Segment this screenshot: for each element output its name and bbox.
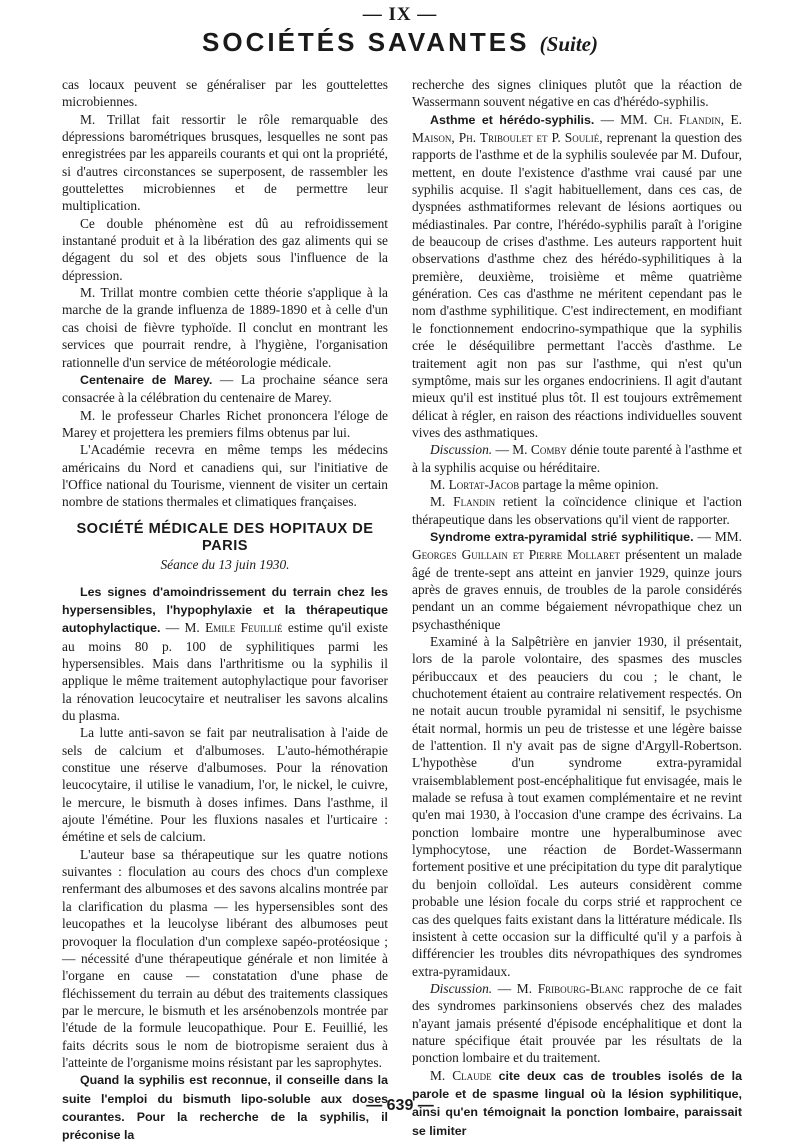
prefix: M. — [430, 494, 454, 510]
discussion-label: Discussion. — [430, 980, 493, 996]
page-number: — 639 — — [366, 1097, 434, 1114]
dash: — MM. — [693, 528, 742, 544]
syndrome-paragraph — [412, 528, 742, 633]
asthme-authors: Ch. Flandin, E. Maison, Ph. Triboulet et P. Soulié — [412, 111, 742, 146]
discussion-text: dénie toute parenté à l'asthme et à la syphilis acquise ou héréditaire. — [412, 442, 742, 475]
paragraph: M. Trillat montre combien cette théorie s'applique à la marche de la grande influenza de 1889-1890 et à celle d'un cas choisi de fièvre typhoïde. Il conclut en montrant les services que pourrait rendre, à l'hygiène, l'organisation rationnelle d'un service de météorologie médicale. — [62, 285, 388, 370]
discussion-label: Discussion. — [430, 442, 493, 458]
asthme-title: Asthme et hérédo-syphilis. — [430, 112, 595, 127]
centenaire-paragraph — [62, 371, 388, 407]
centenaire-text: — La prochaine séance sera consacrée à la célébration du centenaire de Marey. — [62, 371, 388, 406]
dash: — M. — [492, 980, 538, 996]
author-fribourg-blanc: Fribourg-Blanc — [537, 980, 624, 996]
quand-text: Pour la recherche de la syphilis, il préconise la — [62, 1109, 388, 1143]
dash: — M. — [492, 442, 531, 458]
paragraph: L'Académie recevra en même temps les médecins américains du Nord et canadiens qui, sur l'initiative de l'Office national du Tourisme, viennent de visiter un certain nombre de stations thermales et climatiques françaises. — [62, 442, 388, 510]
right-column — [412, 76, 742, 1140]
paragraph: L'auteur base sa thérapeutique sur les quatre notions suivantes : floculation au cours des chocs d'un complexe renfermant des albumoses et des savons alcalins montrée par la clarification du plasma — les hypersensibles sont des leucopathes et la leucolyse libérant des albumoses peut provoquer la floculation d'un complexe sapéo-protéosique ; — nécessité d'une thérapeutique générale et non limitée à l'organe en cause — constatation d'une phase de fléchissement du terrain au début des traitements classiques par le mercure, le bismuth et les arsénobenzols montrée par l'étude de la formule leucopathique. Pour E. Feuillié, les faits décrits sous le nom de biotropisme seraient dus à l'atteinte de l'organisme moins résistant par les saprophytes. — [62, 846, 388, 1070]
paragraph: recherche des signes cliniques plutôt que la réaction de Wassermann souvent négative en cas d'hérédo-syphilis. — [412, 77, 742, 110]
asthme-text: , reprenant la question des rapports de l'asthme et de la syphilis soulevée par M. Dufour, mettent, en doute l'existence d'asthme vrai causé par une syphilis acquise. Il s'agit habituellement, dans ces cas, de dyspnées asthmatiformes relevant de lésions aortiques ou médiastinales. Par contre, l'hérédo-syphilis paraît à l'origine de beaucoup de crises d'asthme. Les auteurs rapportent huit observations d'asthme chez des hérédo-syphilitiques à la première, deuxième, troisième et même quatrième génération. Ces cas d'asthme ne méritent cependant pas le nom d'asthme syphilitique. C'est indirectement, en modifiant le fonctionnement endocrino-sympathique que la syphilis crée le déséquilibre permettant l'accès d'asthme. Le traitement agit non pas sur l'asthme, qui n'est qu'un symptôme, mais sur les organes endocriniens. Il agit d'autant mieux qu'il est institué plus tôt. Il est toujours extrêmement délicat à régler, en raison des réactions individuelles souvent vives des asthmatiques. — [412, 130, 742, 440]
signes-text: estime qu'il existe au moins 80 p. 100 de syphilitiques parmi les hypersensibles. Mais dans l'arthritisme ou la syphilis il applique le même traitement autophylactique pour favoriser la rénovation leucocytaire et neutraliser les savons alcalins du plasma. — [62, 620, 388, 724]
discussion-paragraph — [412, 441, 742, 476]
header-suite: (Suite) — [539, 32, 598, 56]
paragraph: cas locaux peuvent se généraliser par les gouttelettes microbiennes. — [62, 77, 388, 110]
society-title: SOCIÉTÉ MÉDICALE DES HOPITAUX DE PARIS — [76, 520, 374, 554]
lortat-paragraph — [412, 476, 742, 493]
syndrome-text: présentent un malade âgé de trente-sept ans atteint en janvier 1929, quinze jours après de graves ennuis, de troubles de la parole considérés pendant un an comme bégaiement névropathique chez un psychasthénique — [412, 547, 743, 632]
syndrome-title: Syndrome extra-pyramidal strié syphilitique. — [430, 529, 694, 544]
lortat-text: partage la même opinion. — [519, 476, 659, 492]
asthme-paragraph — [412, 111, 742, 442]
quand-title: Quand la syphilis est reconnue, il conseille dans la suite l'emploi du bismuth lipo-soluble aux doses courantes. — [62, 1073, 388, 1124]
paragraph: M. le professeur Charles Richet prononcera l'éloge de Marey et projettera les premiers films obtenus par lui. — [62, 407, 388, 440]
dash: — M. — [160, 620, 206, 636]
signes-paragraph — [62, 583, 388, 725]
prefix: M. — [430, 476, 449, 492]
centenaire-title: Centenaire de Marey. — [80, 372, 213, 387]
author-flandin: Flandin — [453, 494, 496, 510]
header-title: SOCIÉTÉS SAVANTES — [202, 27, 530, 57]
author-feuillie: Emile Feuillié — [205, 620, 283, 636]
paragraph: M. Trillat fait ressortir le rôle remarquable des dépressions barométriques brusques, lesquelles ne sont pas enregistrées par les appareils courants et qui ont la propriété, si d'autres circonstances se superposent, de rassembler les gouttelettes microbiennes et de permettre leur multiplication. — [62, 111, 388, 214]
flandin-text: retient la coïncidence clinique et l'action thérapeutique dans les observations qu'il vient de rapporter. — [412, 494, 742, 527]
flandin-paragraph — [412, 493, 742, 528]
discussion-text: rapproche de ce fait des syndromes parkinsoniens observés chez des malades n'ayant jamais présenté d'épisode encéphalitique et dont la nature spécifique était prouvée par les résultats de la ponction lombaire et du traitement. — [412, 980, 742, 1066]
left-column — [62, 76, 388, 1145]
author-comby: Comby — [530, 442, 567, 458]
discussion-paragraph — [412, 980, 742, 1067]
page-header — [0, 27, 800, 58]
paragraph: Ce double phénomène est dû au refroidissement instantané produit et à la libération des gaz aliments qui se dégagent du sol et des objets sous l'influence de la dépression. — [62, 215, 388, 283]
author-lortat-jacob: Lortat-Jacob — [448, 476, 520, 492]
dash: — MM. — [594, 111, 654, 127]
paragraph: La lutte anti-savon se fait par neutralisation à l'aide de sels de calcium et d'albumoses. L'auto-hémothérapie constitue une réserve d'albumoses. Pour la rénovation leucocytaire, il utilise le vanadium, l'or, le nickel, le cuivre, le mercure, le bismuth à doses infimes. Dans l'asthme, il ajoute l'émétine. Pour les fluxions nasales et l'urticaire : émétine et sels de calcium. — [62, 725, 388, 845]
author-claude: Claude — [452, 1067, 492, 1083]
section-folio: — IX — — [362, 4, 438, 25]
seance-date: Séance du 13 juin 1930. — [160, 557, 290, 573]
signes-title: Les signes d'amoindrissement du terrain chez les hypersensibles, l'hypophylaxie et la thérapeutique autophylactique. — [62, 584, 388, 636]
claude-text: cite deux cas de troubles isolés de la parole et de spasme lingual où la lésion syphilitique, ainsi qu'en témoignait la ponction lombaire, paraissait se limiter — [412, 1068, 742, 1138]
prefix: M. — [430, 1067, 453, 1083]
syndrome-authors: Georges Guillain et Pierre Mollaret — [412, 547, 621, 563]
paragraph: Examiné à la Salpêtrière en janvier 1930, il présentait, lors de la parole volontaire, des spasmes des muscles péribuccaux et des peauciers du cou ; le chant, le chuchotement étaient au contraire relativement respectés. On ne notait aucun trouble pyramidal ni sensitif, le psychisme était normal, hormis un peu de tristesse et une légère baisse de l'attention. Il n'y avait pas de signe d'Argyll-Robertson. L'hypothèse d'un syndrome extra-pyramidal vraisemblablement post-encéphalitique fut envisagée, mais le malade se refusa à tout examen complémentaire et ne revint qu'en mai 1930, à l'occasion d'une crampe des écrivains. La ponction lombaire montre une hyperalbuminose avec lymphocytose, une réaction de Bordet-Wassermann fortement positive et une précipitation du type dit paralytique du benjoin colloïdal. Les auteurs considèrent comme probable une lésion focale du corps strié et rapprochent ce cas des quelques faits existant dans la littérature médicale. Ils insistent à cette occasion sur la difficulté qu'il y a parfois à différencier les troubles dits névropathiques des syndromes extra-pyramidaux. — [412, 634, 742, 979]
